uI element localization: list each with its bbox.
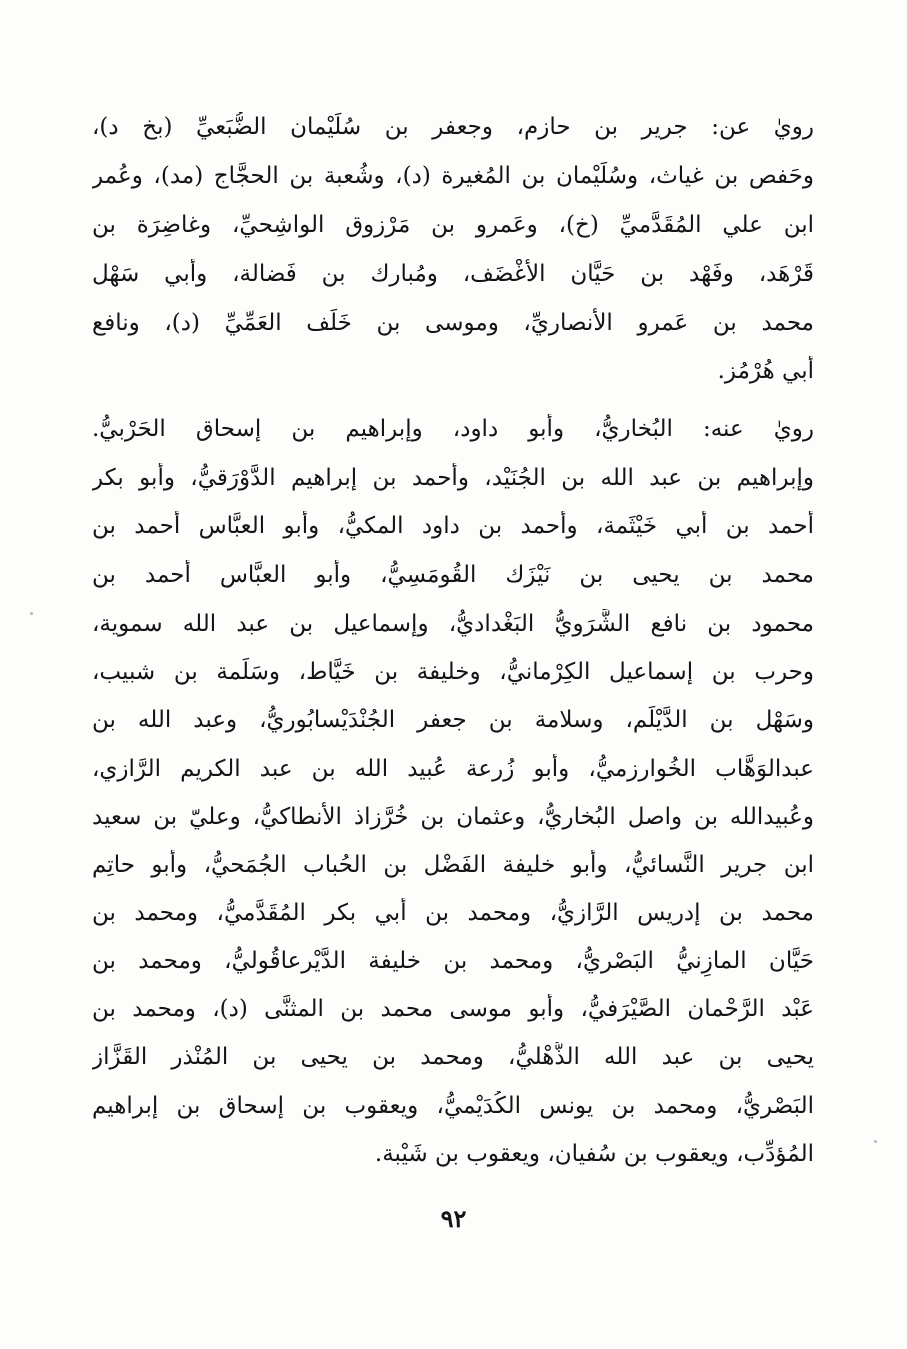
text-line: أحمد بن أبي خَيْثَمة، وأحمد بن داود المكيُّ، وأبو العبَّاس أحمد بن (92, 513, 814, 539)
text-line: يحيى بن عبد الله الذُّهْليُّ، ومحمد بن يحيى بن المُنْذر القَزَّاز (92, 1044, 814, 1070)
text-line: محمد بن يحيى بن نَيْزَك القُومَسِيُّ، وأبو العبَّاس أحمد بن (92, 562, 814, 588)
text-line: عبدالوَهَّاب الخُوارزميُّ، وأبو زُرعة عُبيد الله بن عبد الكريم الرَّازي، (92, 756, 814, 782)
text-line: عَبْد الرَّحْمان الصَّيْرَفيُّ، وأبو موسى محمد بن المثنَّى (د)، ومحمد بن (92, 996, 814, 1022)
text-line: أبي هُرْمُز. (717, 358, 814, 384)
text-line: قَرْهَد، وفَهْد بن حَيَّان الأَغْضَف، ومُبارك بن فَضالة، وأبي سَهْل (92, 261, 814, 287)
text-line: البَصْريُّ، ومحمد بن يونس الكُدَيْميُّ، ويعقوب بن إسحاق بن إبراهيم (92, 1093, 814, 1119)
text-line: رويٰ عن: جرير بن حازم، وجعفر بن سُلَيْمان الضُّبَعيِّ (بخ د)، (92, 114, 814, 140)
text-line: وحرب بن إسماعيل الكِرْمانيُّ، وخليفة بن خَيَّاط، وسَلَمة بن شبيب، (92, 659, 814, 685)
text-line: رويٰ عنه: البُخاريُّ، وأبو داود، وإبراهيم بن إسحاق الحَرْبيُّ. (92, 416, 814, 442)
text-line: حَيَّان المازِنيُّ البَصْريُّ، ومحمد بن خليفة الدَّيْرعاقُوليُّ، ومحمد بن (92, 948, 814, 974)
text-line: محمد بن إدريس الرَّازيُّ، ومحمد بن أبي بكر المُقَدَّميُّ، ومحمد بن (92, 900, 814, 926)
text-line: ابن علي المُقَدَّميِّ (خ)، وعَمرو بن مَرْزوق الواشِحيِّ، وغاضِرَة بن (92, 212, 814, 238)
scan-speck (30, 612, 33, 615)
text-line: محمد بن عَمرو الأنصاريِّ، وموسى بن خَلَف العَمِّيِّ (د)، ونافع (92, 310, 814, 336)
text-line: ابن جرير النَّسائيُّ، وأبو خليفة الفَضْل بن الحُباب الجُمَحيُّ، وأبو حاتِم (92, 852, 814, 878)
page-number: ٩٢ (440, 1204, 467, 1233)
text-line: وعُبيدالله بن واصل البُخاريُّ، وعثمان بن خُرَّزاذ الأنطاكيُّ، وعليّ بن سعيد (92, 804, 814, 830)
text-line: وسَهْل بن الدَّيْلَم، وسلامة بن جعفر الجُنْدَيْسابُوريُّ، وعبد الله بن (92, 707, 814, 733)
text-line: المُؤدِّب، ويعقوب بن سُفيان، ويعقوب بن شَيْبة. (374, 1141, 814, 1167)
text-line: محمود بن نافع الشَّرَويُّ البَغْداديُّ، وإسماعيل بن عبد الله سموية، (92, 611, 814, 637)
text-line: وحَفص بن غياث، وسُلَيْمان بن المُغيرة (د)، وشُعبة بن الحجَّاج (مد)، وعُمر (92, 163, 814, 189)
text-line: وإبراهيم بن عبد الله بن الجُنَيْد، وأحمد بن إبراهيم الدَّوْرَقيُّ، وأبو بكر (92, 465, 814, 491)
scan-speck (874, 1140, 877, 1143)
